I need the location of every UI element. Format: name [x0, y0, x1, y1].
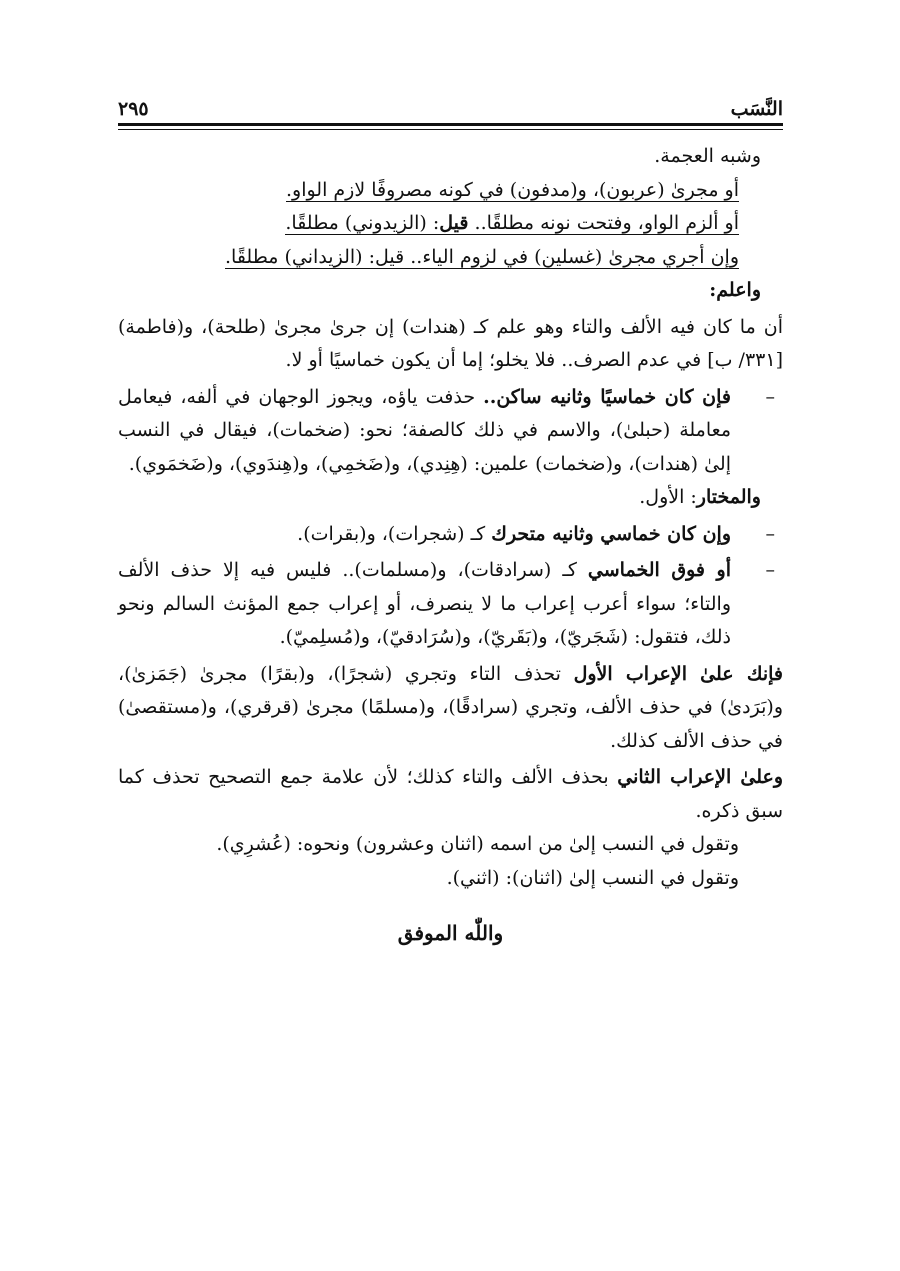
- underlined-text: أو مجرىٰ (عربون)، و(مدفون) في كونه مصروفًا لازم الواو.: [286, 178, 739, 201]
- bold-heading: واعلم:: [709, 279, 761, 301]
- bold-term: والمختار: [696, 486, 761, 508]
- text-line: [118, 241, 783, 275]
- text-fragment: : (الزيدوني) مطلقًا.: [285, 212, 440, 234]
- chapter-title: النَّسَب: [730, 98, 783, 120]
- text-fragment: أو ألزم الواو، وفتحت نونه مطلقًا..: [468, 212, 739, 234]
- bold-term: وإن كان خماسي وثانيه متحرك: [491, 522, 731, 545]
- text-fragment: تحذف التاء وتجري (شجرًا)، و(بقرًا) مجرىٰ (جَمَزىٰ)، و(بَرَدىٰ) في حذف الألف، وتجري (سرادقًا)، و(مسلمًا) مجرىٰ (قرقري)، و(مستقصىٰ) في حذف الألف كذلك.: [118, 662, 783, 752]
- bold-term: أو فوق الخماسي: [587, 559, 731, 581]
- bold-term: قيل: [439, 212, 469, 234]
- text-line: [118, 207, 783, 241]
- text-fragment: بحذف الألف والتاء كذلك؛ لأن علامة جمع التصحيح تحذف كما سبق ذكره.: [118, 766, 783, 822]
- page-number: ٢٩٥: [118, 98, 149, 120]
- running-header: [118, 84, 783, 120]
- text-line: وشبه العجمة.: [654, 145, 761, 167]
- bullet-item: [118, 554, 783, 655]
- bullet-dash: –: [765, 385, 775, 408]
- text-fragment: كـ (سرادقات)، و(مسلمات).. فليس فيه إلا حذف الألف والتاء؛ سواء أعرب إعراب ما لا ينصرف، أو إعراب جمع المؤنث السالم ونحو ذلك، فتقول: (شَجَريّ)، و(بَقَريّ)، و(سُرَادقيّ)، و(مُسلِميّ).: [118, 559, 731, 648]
- text-line: [118, 274, 783, 308]
- closing-line: واللّٰه الموفق: [397, 921, 504, 945]
- bullet-item: [118, 518, 783, 552]
- header-rule-thick: [118, 123, 783, 126]
- header-rule-thin: [118, 129, 783, 130]
- paragraph: [118, 658, 783, 759]
- paragraph: أن ما كان فيه الألف والتاء وهو علم كـ (هندات) إن جرىٰ مجرىٰ (طلحة)، و(فاطمة) [٣٣١/ ب] في عدم الصرف.. فلا يخلو؛ إما أن يكون خماسيًا أو لا.: [118, 315, 783, 371]
- text-fragment: كـ (شجرات)، و(بقرات).: [297, 522, 492, 545]
- bullet-dash: –: [765, 522, 775, 545]
- paragraph: [118, 761, 783, 828]
- text-fragment: : الأول.: [639, 486, 697, 508]
- bold-term: فإن كان خماسيًا وثانيه ساكن..: [483, 385, 731, 408]
- text-line: وتقول في النسب إلىٰ (اثنان): (اثني).: [446, 866, 739, 889]
- bullet-dash: –: [765, 559, 775, 581]
- text-line: [118, 481, 783, 515]
- bold-term: وعلىٰ الإعراب الثاني: [617, 766, 784, 788]
- page-body: [118, 140, 783, 971]
- bullet-item: [118, 381, 783, 482]
- text-line: وتقول في النسب إلىٰ من اسمه (اثنان وعشرون) ونحوه: (عُشرِي).: [216, 833, 739, 855]
- text-fragment: حذفت ياؤه، ويجوز الوجهان في ألفه، فيعامل معاملة (حبلىٰ)، والاسم في ذلك كالصفة؛ نحو: (ضخمات)، فيقال في النسب إلىٰ (هندات)، و(ضخمات) علمين: (هِنِدي)، و(ضَخمِي)، و(هِندَوي)، و(ضَخمَوي).: [118, 385, 731, 475]
- underlined-text: [285, 212, 739, 235]
- bold-term: فإنك علىٰ الإعراب الأول: [573, 662, 783, 685]
- underlined-text: وإن أجري مجرىٰ (غسلين) في لزوم الياء.. قيل: (الزيداني) مطلقًا.: [224, 245, 739, 268]
- text-line: [118, 174, 783, 208]
